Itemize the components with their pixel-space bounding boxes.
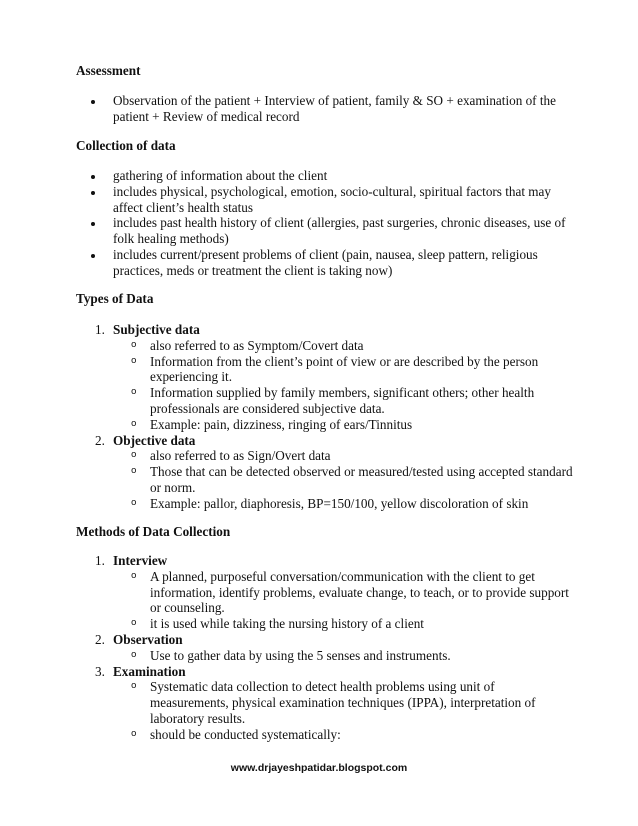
circle-bullet-icon: o [131, 497, 137, 508]
heading-methods-of-data-collection: Methods of Data Collection [76, 524, 231, 539]
circle-bullet-icon: o [131, 418, 137, 429]
item-number: 3. [95, 663, 105, 679]
sub-list [113, 448, 576, 511]
sub-item: o also referred to as Sign/Overt data [131, 448, 331, 464]
item-number: 2. [95, 631, 105, 647]
item-number: 1. [95, 322, 105, 337]
sub-item: o Information from the client’s point of view or are described by the person experiencing it. [131, 353, 539, 385]
sub-list [113, 679, 576, 742]
sub-item: o Example: pain, dizziness, ringing of ears/Tinnitus [131, 416, 413, 432]
sub-list [113, 338, 576, 433]
heading-assessment: Assessment [76, 63, 141, 78]
circle-bullet-icon: o [131, 387, 137, 398]
item-title: Interview [113, 553, 168, 568]
sub-item: o Example: pallor, diaphoresis, BP=150/100, yellow discoloration of skin [131, 495, 529, 511]
numbered-item-subjective [76, 322, 576, 433]
assessment-list [76, 93, 562, 125]
assessment-item: Observation of the patient + Interview of patient, family & SO + examination of the patient + Review of medical record [76, 93, 562, 125]
numbered-item-observation [76, 632, 576, 664]
circle-bullet-icon: o [131, 618, 137, 629]
sub-item: o it is used while taking the nursing history of a client [131, 616, 424, 632]
types-list [76, 322, 576, 512]
sub-list [113, 648, 576, 664]
item-title: Objective data [113, 432, 196, 448]
item-number: 1. [95, 553, 105, 568]
heading-collection-of-data: Collection of data [76, 138, 176, 153]
sub-item: o Use to gather data by using the 5 senses and instruments. [131, 647, 451, 663]
circle-bullet-icon: o [131, 728, 137, 739]
sub-item: o should be conducted systematically: [131, 726, 341, 742]
circle-bullet-icon: o [131, 450, 137, 461]
heading-types-of-data: Types of Data [76, 291, 154, 306]
item-title: Examination [113, 663, 186, 679]
circle-bullet-icon: o [131, 339, 137, 350]
sub-item: o A planned, purposeful conversation/communication with the client to get information, identify problems, evaluate change, to teach, or to provide support or counseling. [131, 568, 569, 616]
circle-bullet-icon: o [131, 570, 137, 581]
numbered-item-objective [76, 433, 576, 512]
numbered-item-interview [76, 553, 576, 632]
circle-bullet-icon: o [131, 681, 137, 692]
circle-bullet-icon: o [131, 466, 137, 477]
collection-item: includes past health history of client (allergies, past surgeries, chronic diseases, use of folk healing methods) [76, 215, 576, 247]
collection-list [76, 168, 576, 279]
circle-bullet-icon: o [131, 355, 137, 366]
sub-item: o also referred to as Symptom/Covert data [131, 337, 364, 353]
collection-item: includes current/present problems of client (pain, nausea, sleep pattern, religious practices, meds or treatment the client is taking now) [76, 247, 576, 279]
item-number: 2. [95, 432, 105, 448]
sub-list [113, 569, 576, 632]
circle-bullet-icon: o [131, 649, 137, 660]
sub-item: o Systematic data collection to detect health problems using unit of measurements, physical examination techniques (IPPA), interpretation of laboratory results. [131, 679, 536, 726]
footer-url: www.drjayeshpatidar.blogspot.com [230, 762, 408, 774]
sub-item: o Information supplied by family members, significant others; other health professionals are considered subjective data. [131, 385, 535, 416]
collection-item: includes physical, psychological, emotion, socio-cultural, spiritual factors that may affect client’s health status [76, 184, 576, 216]
methods-list [76, 553, 576, 743]
collection-item: gathering of information about the client [76, 168, 576, 184]
item-title: Observation [113, 631, 183, 647]
numbered-item-examination [76, 664, 576, 743]
item-title: Subjective data [113, 322, 200, 337]
sub-item: o Those that can be detected observed or measured/tested using accepted standard or norm. [131, 464, 573, 495]
